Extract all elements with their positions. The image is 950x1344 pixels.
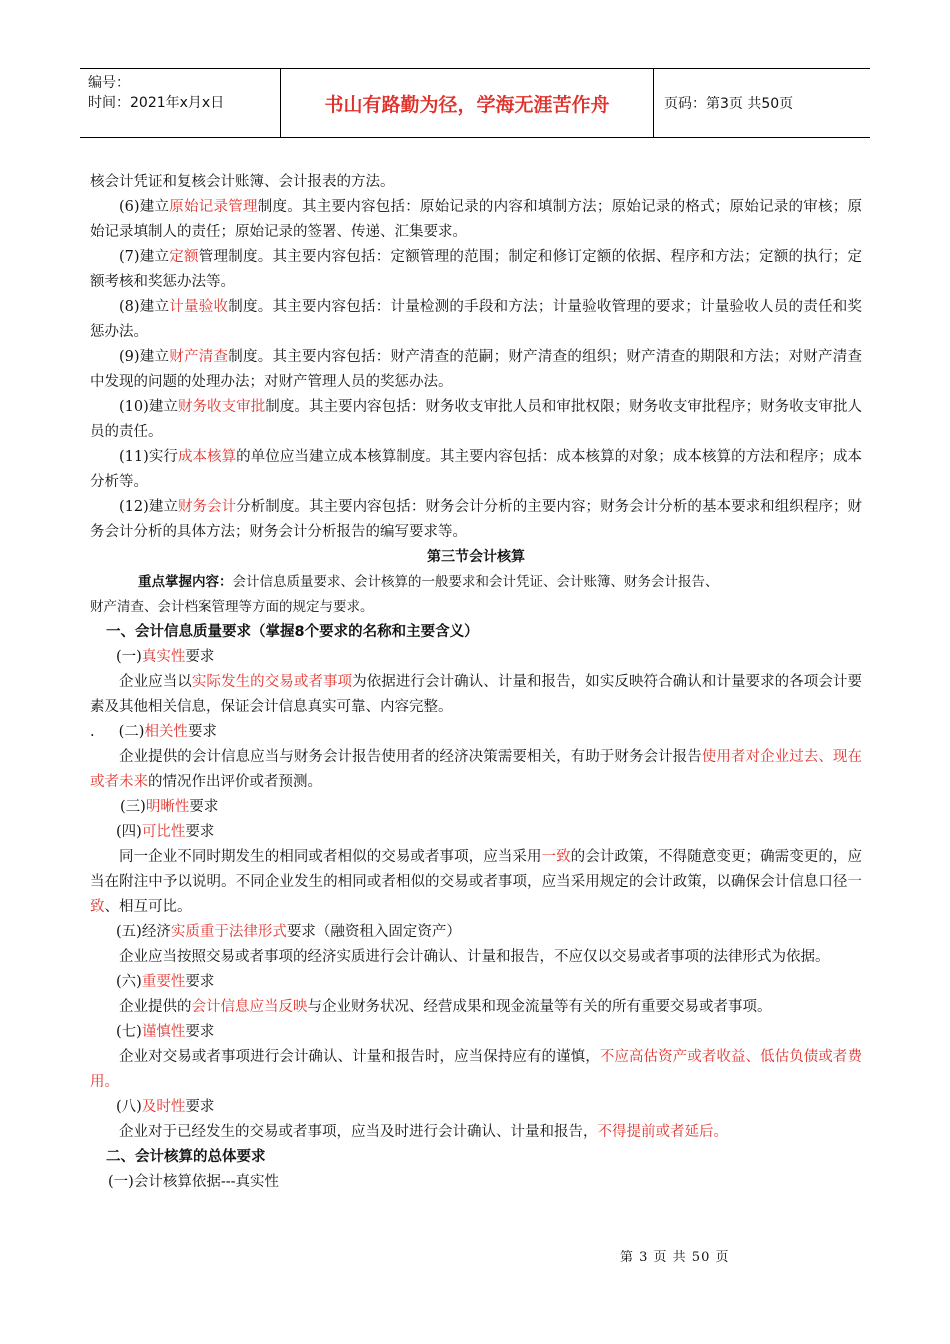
requirement-body-5: 企业应当按照交易或者事项的经济实质进行会计确认、计量和报告，不应仅以交易或者事项的法律形式为依据。 — [119, 949, 830, 965]
requirement-title-2: . (二)相关性要求 — [90, 724, 217, 740]
requirement-title-7: (七)谨慎性要求 — [116, 1024, 215, 1040]
paragraph: 核会计凭证和复核会计账簿、会计报表的方法。 — [90, 174, 395, 190]
header-meta — [80, 69, 281, 137]
paragraph-6: (6)建立原始记录管理制度。其主要内容包括：原始记录的内容和填制方法；原始记录的格式；原始记录的审核；原始记录填制人的责任；原始记录的签署、传递、汇集要求。 — [90, 199, 863, 240]
requirement-body-8: 企业对于已经发生的交易或者事项，应当及时进行会计确认、计量和报告，不得提前或者延后。 — [119, 1124, 728, 1140]
requirement-body-6: 企业提供的会计信息应当反映与企业财务状况、经营成果和现金流量等有关的所有重要交易或者事项。 — [119, 999, 772, 1015]
document-body — [90, 170, 862, 1195]
paragraph-10: (10)建立财务收支审批制度。其主要内容包括：财务收支审批人员和审批权限；财务收支审批程序；财务收支审批人员的责任。 — [90, 399, 863, 440]
requirement-body-1: 企业应当以实际发生的交易或者事项为依据进行会计确认、计量和报告，如实反映符合确认和计量要求的各项会计要素及其他相关信息，保证会计信息真实可靠、内容完整。 — [90, 674, 863, 715]
page-footer: 第 3 页 共 50 页 — [620, 1250, 730, 1265]
number-label: 编号： — [88, 75, 130, 91]
requirement-title-8: (八)及时性要求 — [116, 1099, 215, 1115]
requirement-title-4: (四)可比性要求 — [116, 824, 215, 840]
paragraph-9: (9)建立财产清查制度。其主要内容包括：财产清查的范嗣；财产清查的组织；财产清查的期限和方法；对财产清查中发现的问题的处理办法；对财产管理人员的奖惩办法。 — [90, 349, 863, 390]
paragraph-7: (7)建立定额管理制度。其主要内容包括：定额管理的范围；制定和修订定额的依据、程序和方法；定额的执行；定额考核和奖惩办法等。 — [90, 249, 863, 290]
header-page-info: 页码：第3页 共50页 — [664, 96, 794, 112]
paragraph-12: (12)建立财务会计分析制度。其主要内容包括：财务会计分析的主要内容；财务会计分析的基本要求和组织程序；财务会计分析的具体方法；财务会计分析报告的编写要求等。 — [90, 499, 863, 540]
requirement-title-6: (六)重要性要求 — [116, 974, 215, 990]
date-label: 时间：2021年x月x日 — [88, 95, 225, 111]
focus-line-2: 财产清查、会计档案管理等方面的规定与要求。 — [90, 599, 374, 615]
requirement-title-3: (三)明晰性要求 — [120, 799, 219, 815]
heading-2-sub: (一)会计核算依据---真实性 — [108, 1174, 280, 1190]
requirement-body-4: 同一企业不同时期发生的相同或者相似的交易或者事项，应当采用一致的会计政策，不得随意变更；确需变更的，应当在附注中予以说明。不同企业发生的相同或者相似的交易或者事项，应当采用规定的会计政策，以确保会计信息口径一致、相互可比。 — [90, 849, 863, 915]
heading-2: 二、会计核算的总体要求 — [106, 1149, 266, 1165]
heading-1: 一、会计信息质量要求（掌握8个要求的名称和主要含义） — [106, 624, 479, 640]
focus-line: 重点掌握内容：会计信息质量要求、会计核算的一般要求和会计凭证、会计账簿、财务会计报告、 — [138, 574, 719, 590]
section-title: 第三节会计核算 — [427, 549, 525, 565]
page-header — [80, 68, 870, 138]
paragraph-8: (8)建立计量验收制度。其主要内容包括：计量检测的手段和方法；计量验收管理的要求；计量验收人员的责任和奖惩办法。 — [90, 299, 863, 340]
requirement-body-2: 企业提供的会计信息应当与财务会计报告使用者的经济决策需要相关，有助于财务会计报告使用者对企业过去、现在或者未来的情况作出评价或者预测。 — [90, 749, 862, 790]
requirement-title-5: (五)经济实质重于法律形式要求（融资租入固定资产） — [116, 924, 461, 940]
requirement-title-1: (一)真实性要求 — [116, 649, 215, 665]
requirement-body-7: 企业对交易或者事项进行会计确认、计量和报告时，应当保持应有的谨慎，不应高估资产或者收益、低估负债或者费用。 — [90, 1049, 863, 1090]
paragraph-11: (11)实行成本核算的单位应当建立成本核算制度。其主要内容包括：成本核算的对象；成本核算的方法和程序；成本分析等。 — [90, 449, 863, 490]
header-motto: 书山有路勤为径，学海无涯苦作舟 — [281, 69, 654, 137]
